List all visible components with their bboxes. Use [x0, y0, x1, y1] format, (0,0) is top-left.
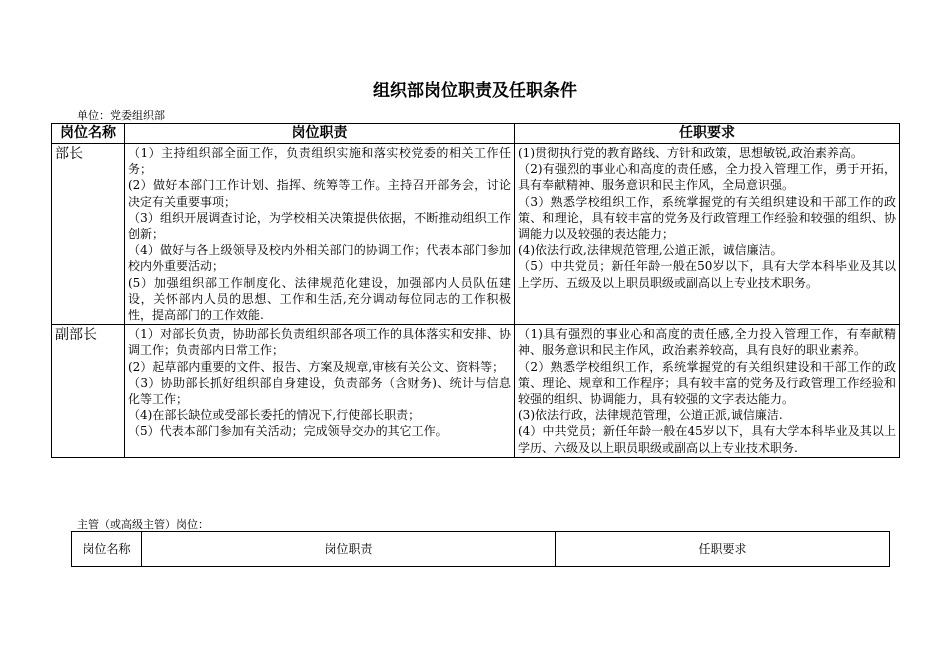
supervisor-header-row [72, 532, 890, 567]
sub-header-position-name: 岗位名称 [72, 532, 142, 567]
sub-header-requirements: 任职要求 [556, 532, 890, 567]
duties-item: （1）主持组织部全面工作，负责组织实施和落实校党委的相关工作任务； [128, 146, 511, 177]
requirements-item: (1)贯彻执行党的教育路线、方针和政策，思想敏锐,政治素养高。 [518, 146, 863, 160]
position-name-cell: 部长 [52, 144, 125, 325]
duties-item: （3）协助部长抓好组织部自身建设，负责部务（含财务)、统计与信息化等工作； [128, 375, 511, 407]
unit-label: 单位：党委组织部 [77, 109, 165, 122]
requirements-item: （3）熟悉学校组织工作，系统掌握党的有关组织建设和干部工作的政策、和理论，具有较丰富的党务及行政管理工作经验和较强的组织、协调能力以及较强的表达能力； [518, 194, 896, 242]
requirements-item: (4）中共党员；新任年龄一般在45岁以下，具有大学本科毕业及其以上学历、六级及以上职员职级或副高以上专业技术职务. [518, 424, 896, 455]
requirements-item: (4)依法行政,法律规范管理,公道正派，诚信廉洁。 [518, 243, 783, 258]
requirements-item: （2）熟悉学校组织工作，系统掌握党的有关组织建设和干部工作的政策、理论、规章和工作程序；具有较丰富的党务及行政管理工作经验和较强的组织、协调能力，具有较强的文字表达能力。 [518, 359, 896, 407]
duties-item: (5）加强组织部工作制度化、法律规范化建设，加强部内人员队伍建设，关怀部内人员的思想、工作和生活,充分调动每位同志的工作积极性，提高部门的工作效能. [128, 275, 511, 323]
duties-cell [125, 325, 515, 458]
duties-table [51, 123, 900, 458]
duties-item: （5）代表本部门参加有关活动；完成领导交办的其它工作。 [128, 424, 448, 439]
duties-item: （4）做好与各上级领导及校内外相关部门的协调工作；代表本部门参加校内外重要活动； [128, 243, 511, 274]
header-position-name: 岗位名称 [52, 124, 125, 144]
requirements-item: （1)具有强烈的事业心和高度的责任感,全力投入管理工作，有奉献精神、服务意识和民主作风，政治素养较高，具有良好的职业素养。 [518, 327, 896, 358]
position-name-cell: 副部长 [52, 325, 125, 458]
header-duties: 岗位职责 [125, 124, 515, 144]
duties-item: (2）起草部内重要的文件、报告、方案及规章,审核有关公文、资料等； [128, 359, 505, 374]
duties-item: （4)在部长缺位或受部长委托的情况下,行使部长职责； [128, 408, 421, 423]
table-body [52, 144, 900, 458]
requirements-cell [515, 144, 900, 325]
table-row [52, 325, 900, 458]
duties-item: (2）做好本部门工作计划、指挥、统筹等工作。主持召开部务会，讨论决定有关重要事项； [128, 178, 511, 209]
supervisor-table [71, 531, 890, 567]
requirements-item: （2)有强烈的事业心和高度的责任感，全力投入管理工作，勇于开拓，具有奉献精神、服务意识和民主作风，全局意识强。 [518, 162, 896, 193]
header-requirements: 任职要求 [515, 124, 900, 144]
page-title: 组织部岗位职责及任职条件 [373, 81, 577, 101]
sub-header-duties: 岗位职责 [142, 532, 556, 567]
duties-item: （1）对部长负责，协助部长负责组织部各项工作的具体落实和安排、协调工作；负责部内日常工作； [128, 327, 511, 358]
table-header-row [52, 124, 900, 144]
duties-cell [125, 144, 515, 325]
table-row [52, 144, 900, 325]
sub-section-label: 主管（或高级主管）岗位： [77, 518, 209, 531]
duties-item: （3）组织开展调查讨论，为学校相关决策提供依据，不断推动组织工作创新； [128, 210, 511, 242]
requirements-item: (3)依法行政，法律规范管理，公道正派,诚信廉洁. [518, 408, 783, 423]
requirements-cell [515, 325, 900, 458]
requirements-item: （5）中共党员；新任年龄一般在50岁以下，具有大学本科毕业及其以上学历、五级及以上职员职级或副高以上专业技术职务。 [518, 259, 896, 290]
